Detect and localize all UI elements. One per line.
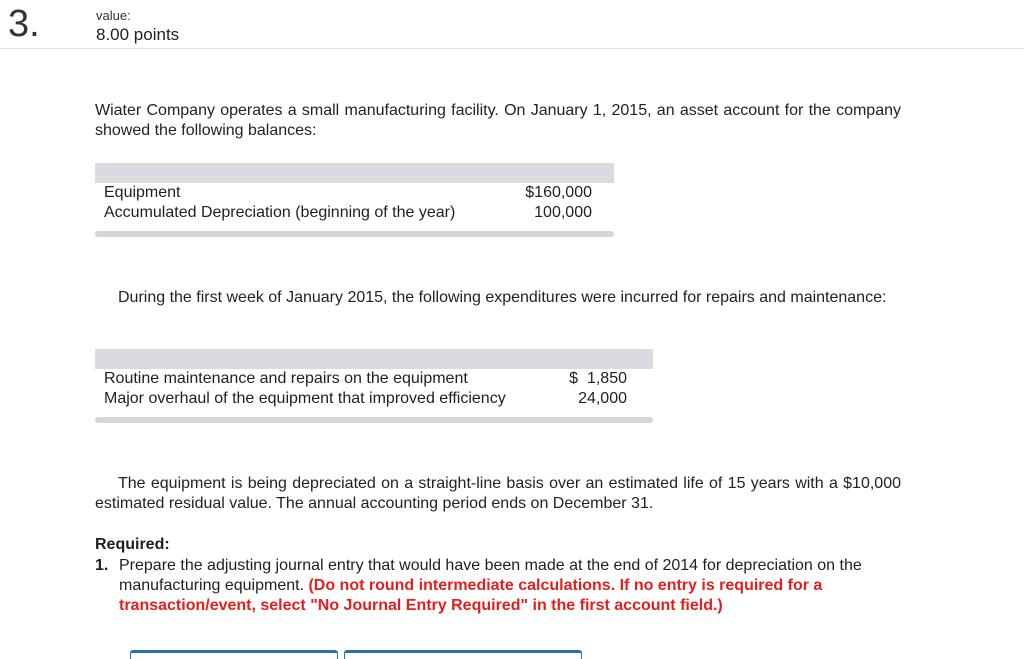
expenditures-table: [95, 349, 653, 423]
required-item: [95, 556, 901, 616]
balance-label: Equipment: [104, 184, 181, 201]
answer-tab[interactable]: [344, 650, 582, 659]
required-heading: Required:: [95, 536, 170, 553]
balance-amount: $160,000: [525, 184, 592, 201]
expenditure-label: Major overhaul of the equipment that improved efficiency: [104, 390, 506, 407]
table-row: [95, 389, 653, 409]
expenditure-amount: 24,000: [578, 390, 627, 407]
value-label: value:: [96, 8, 131, 23]
expenditure-amount: $ 1,850: [569, 370, 627, 387]
required-item-number: 1.: [95, 557, 109, 574]
points-value: 8.00 points: [96, 25, 180, 44]
intro-paragraph: Wiater Company operates a small manufacturing facility. On January 1, 2015, an asset account for the company showed the following balances:: [95, 102, 901, 139]
table-row: [95, 203, 614, 223]
required-item-note: (Do not round intermediate calculations. If no entry is required for a transaction/event, select "No Journal Entry Required" in the first account field.): [119, 577, 823, 614]
balance-label: Accumulated Depreciation (beginning of the year): [104, 204, 456, 221]
balances-table: [95, 163, 614, 237]
expenditures-table-header: [95, 349, 653, 369]
depreciation-paragraph: The equipment is being depreciated on a straight-line basis over an estimated life of 15 years with a $10,000 estimated residual value. The annual accounting period ends on December 31.: [95, 475, 901, 512]
balances-table-footer: [95, 231, 614, 237]
question-number: 3.: [8, 3, 40, 45]
header-divider: [0, 48, 1024, 49]
answer-tab[interactable]: [130, 650, 338, 659]
expenditure-label: Routine maintenance and repairs on the equipment: [104, 370, 468, 387]
table-row: [95, 369, 653, 389]
balance-amount: 100,000: [534, 204, 592, 221]
required-item-text: Prepare the adjusting journal entry that would have been made at the end of 2014 for depreciation on the manufacturing equipment.: [119, 557, 862, 594]
balances-table-header: [95, 163, 614, 183]
expenditures-intro: During the first week of January 2015, the following expenditures were incurred for repairs and maintenance:: [118, 289, 887, 306]
expenditures-table-footer: [95, 417, 653, 423]
table-row: [95, 183, 614, 203]
